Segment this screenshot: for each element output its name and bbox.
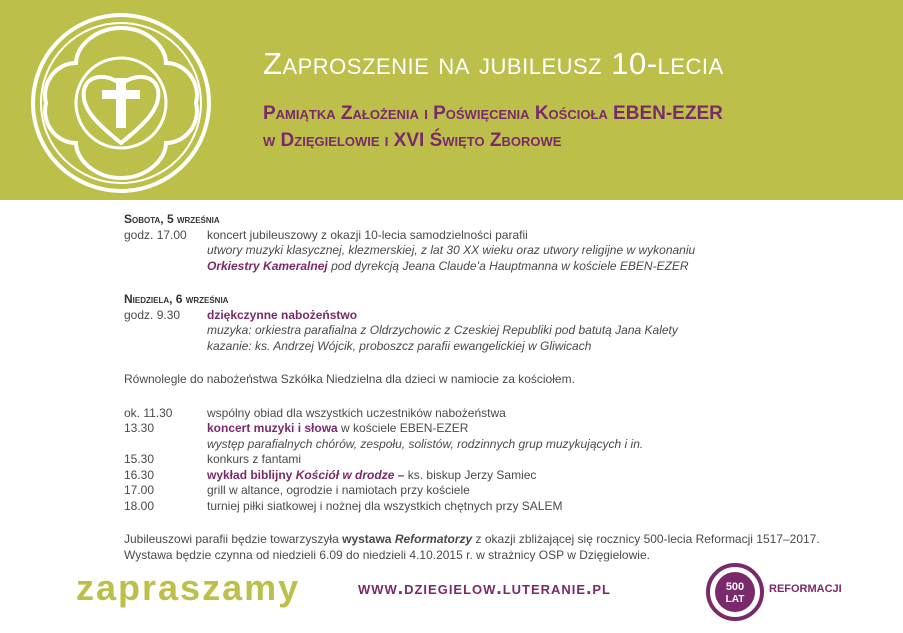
sunday-event-row — [124, 308, 884, 324]
saturday-time: godz. 17.00 — [124, 227, 187, 242]
subtitle-line-1: Pamiątka Założenia i Poświęcenia Kościoła EBEN-EZER — [263, 103, 723, 124]
schedule-row — [124, 406, 884, 422]
schedule-time: 16.30 — [124, 467, 155, 482]
program-content — [124, 212, 884, 563]
badge-number: 500 — [725, 581, 745, 593]
schedule-time: 18.00 — [124, 498, 155, 513]
exhibition-label: wystawa — [342, 532, 395, 546]
schedule-text: turniej piłki siatkowej i nożnej dla wszystkich chętnych przy SALEM — [207, 498, 563, 513]
schedule-text — [207, 421, 884, 437]
schedule-row — [124, 499, 884, 515]
schedule-row — [124, 421, 884, 437]
invite-slogan: zapraszamy — [76, 567, 301, 608]
schedule-text: wspólny obiad dla wszystkich uczestników nabożeństwa — [207, 405, 506, 420]
saturday-detail-1: utwory muzyki klasycznej, klezmerskiej, z lat 30 XX wieku oraz utwory religijne w wykonaniu — [207, 243, 696, 257]
saturday-heading: Sobota, 5 września — [124, 212, 220, 226]
schedule-time: 15.30 — [124, 452, 155, 466]
schedule-text: konkurs z fantami — [207, 452, 302, 466]
saturday-detail-2-rest: pod dyrekcją Jeana Claude’a Hauptmanna w kościele EBEN-EZER — [327, 258, 689, 273]
sunday-event: dziękczynne nabożeństwo — [207, 307, 358, 322]
badge-word: LAT — [725, 594, 745, 605]
schedule-row — [124, 483, 884, 499]
page-title: Zaproszenie na jubileusz 10-lecia — [263, 46, 724, 81]
exhibition-intro: Jubileuszowi parafii będzie towarzyszyła — [124, 532, 343, 546]
saturday-event: koncert jubileuszowy z okazji 10-lecia samodzielności parafii — [207, 227, 528, 242]
exhibition-title: Reformatorzy — [394, 532, 473, 546]
sunday-detail-1: muzyka: orkiestra parafialna z Oldrzychowic z Czeskiej Republiki pod batutą Jana Kalety — [207, 323, 678, 337]
schedule-time: ok. 11.30 — [124, 405, 173, 420]
schedule-text-rest: ks. biskup Jerzy Samiec — [404, 467, 537, 482]
parallel-note: Równolegle do nabożeństwa Szkółka Niedzielna dla dzieci w namiocie za kościołem. — [124, 372, 575, 386]
schedule-highlight: koncert muzyki i słowa — [207, 421, 338, 435]
exhibition-line-1 — [124, 532, 884, 548]
exhibition-rest: z okazji zbliżającej się rocznicy 500-lecia Reformacji 1517–2017. — [472, 532, 820, 546]
schedule-dash: – — [394, 467, 405, 482]
website-link[interactable]: www.dziegielow.luteranie.pl — [358, 578, 611, 599]
saturday-detail-2 — [124, 259, 884, 275]
lecture-title: Kościół w drodze — [295, 467, 395, 482]
schedule-text-rest: w kościele EBEN-EZER — [337, 421, 469, 435]
badge-label: REFORMACJI — [769, 583, 842, 595]
orchestra-name: Orkiestry Kameralnej — [207, 258, 328, 273]
header-banner — [0, 0, 903, 200]
schedule-text — [207, 468, 884, 484]
schedule-time: 17.00 — [124, 483, 155, 497]
reformation-500-badge-icon — [705, 562, 765, 622]
schedule-highlight: wykład biblijny — [207, 467, 296, 482]
schedule-row — [124, 452, 884, 468]
page-subtitle — [263, 100, 723, 154]
schedule-sub: występ parafialnych chórów, zespołu, solistów, rodzinnych grup muzykujących i in. — [207, 436, 644, 451]
sunday-heading: Niedziela, 6 września — [124, 292, 229, 306]
sunday-time: godz. 9.30 — [124, 307, 181, 322]
saturday-event-row — [124, 228, 884, 244]
luther-rose-icon — [26, 8, 216, 198]
schedule-row — [124, 468, 884, 484]
schedule-time: 13.30 — [124, 421, 155, 435]
exhibition-line-2: Wystawa będzie czynna od niedzieli 6.09 do niedzieli 4.10.2015 r. w strażnicy OSP w Dzięgielowie. — [124, 547, 650, 562]
sunday-detail-2: kazanie: ks. Andrzej Wójcik, proboszcz parafii ewangelickiej w Gliwicach — [207, 338, 592, 353]
subtitle-line-2: w Dzięgielowie i XVI Święto Zborowe — [263, 130, 562, 151]
schedule-text: grill w altance, ogrodzie i namiotach przy kościele — [207, 483, 470, 497]
